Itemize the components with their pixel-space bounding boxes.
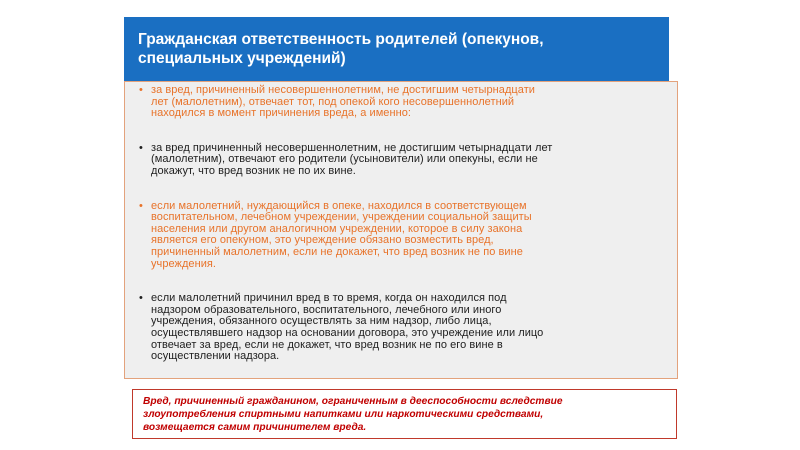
- bullet-marker: •: [139, 84, 143, 96]
- bullet-line: за вред причиненный несовершеннолетним, не достигшим четырнадцати лет: [151, 141, 553, 154]
- bullet-item-3: [139, 201, 663, 271]
- bullet-line: если малолетний, нуждающийся в опеке, находился в соответствующем: [151, 199, 527, 212]
- page-title: [138, 30, 655, 68]
- bullet-line: (малолетним), отвечают его родители (усыновители) или опекуны, если не: [151, 153, 538, 166]
- bullet-line: учреждения, обязанного осуществлять за ним надзор, либо лица,: [151, 315, 492, 328]
- bullet-line: отвечает за вред, если не докажет, что вред возник не по его вине в: [151, 338, 503, 351]
- page-title-line-1: Гражданская ответственность родителей (опекунов,: [138, 31, 544, 48]
- bullet-line: надзором образовательного, воспитательного, лечебного или иного: [151, 303, 502, 316]
- bullet-marker: •: [139, 292, 143, 305]
- note-line: возмещается самим причинителем вреда.: [143, 422, 367, 434]
- bullet-line: если малолетний причинил вред в то время, когда он находился под: [151, 292, 507, 305]
- content-panel: [124, 81, 678, 379]
- bullet-line: населения или другом аналогичном учреждении, которое в силу закона: [151, 222, 523, 235]
- bullet-line: является его опекуном, это учреждение обязано возместить вред,: [151, 234, 494, 247]
- header-banner: [124, 17, 669, 81]
- note-line: Вред, причиненный гражданином, ограниченным в дееспособности вследствие: [143, 396, 563, 407]
- bullet-line: осуществлении надзора.: [151, 350, 280, 363]
- page-title-line-2: специальных учреждений): [138, 50, 346, 67]
- bullet-line: осуществлявшего надзор на основании договора, это учреждение или лицо: [151, 326, 544, 339]
- bullet-line: находился в момент причинения вреда, а именно:: [151, 107, 411, 120]
- bullet-item-2: [139, 143, 663, 178]
- bullet-marker: •: [139, 199, 143, 212]
- bullet-line: причиненный малолетним, если не докажет, что вред возник не по вине: [151, 245, 523, 258]
- bullet-line: за вред, причиненный несовершеннолетним, не достигшим четырнадцати: [151, 84, 535, 96]
- bullet-line: лет (малолетним), отвечает тот, под опекой кого несовершеннолетний: [151, 95, 515, 108]
- note-box: [132, 389, 677, 439]
- bullet-item-1: [139, 85, 663, 120]
- bullet-item-4: [139, 293, 663, 363]
- bullet-line: воспитательном, лечебном учреждении, учреждении социальной защиты: [151, 211, 532, 224]
- bullet-marker: •: [139, 141, 143, 154]
- note-text: [143, 395, 666, 435]
- bullet-line: докажут, что вред возник не по их вине.: [151, 164, 356, 177]
- note-line: злоупотребления спиртными напитками или наркотическими средствами,: [143, 409, 544, 421]
- bullet-line: учреждения.: [151, 257, 217, 270]
